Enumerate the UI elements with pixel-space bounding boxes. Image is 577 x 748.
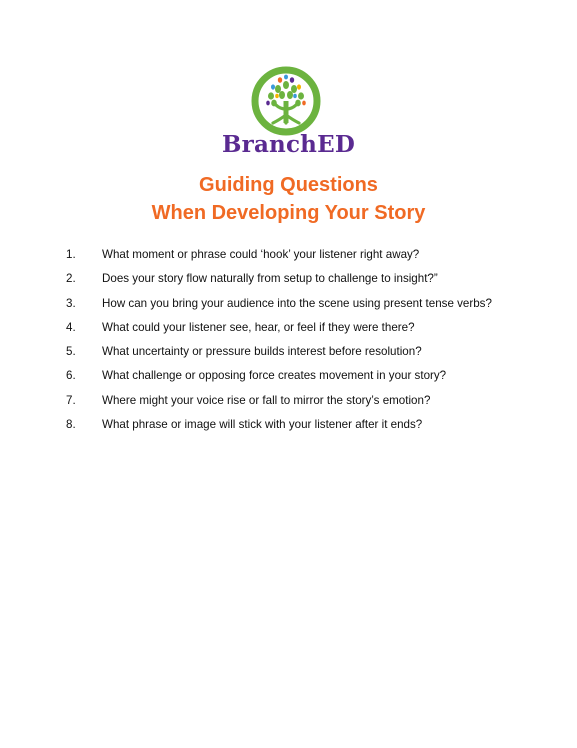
- question-item: [0, 248, 577, 272]
- page-title-line2: When Developing Your Story: [151, 202, 426, 224]
- question-item: [0, 418, 577, 442]
- question-text: What challenge or opposing force creates movement in your story?: [102, 369, 447, 383]
- question-number: 3.: [66, 296, 76, 310]
- question-text: What could your listener see, hear, or feel if they were there?: [102, 320, 415, 334]
- question-number: 6.: [66, 369, 76, 383]
- question-text: How can you bring your audience into the scene using present tense verbs?: [102, 296, 492, 310]
- question-item: [0, 345, 577, 369]
- brand-name: BranchED: [222, 131, 355, 158]
- question-number: 4.: [66, 320, 76, 334]
- question-item: [0, 272, 577, 296]
- question-text: What moment or phrase could ‘hook’ your listener right away?: [102, 248, 420, 261]
- question-number: 7.: [66, 393, 76, 407]
- question-number: 5.: [66, 345, 76, 359]
- question-number: 8.: [66, 418, 76, 432]
- question-text: Where might your voice rise or fall to mirror the story’s emotion?: [102, 393, 431, 407]
- question-item: [0, 321, 577, 345]
- question-item: [0, 394, 577, 418]
- question-number: 1.: [66, 248, 76, 261]
- tree-in-circle-icon: [249, 65, 323, 137]
- question-text: What phrase or image will stick with your listener after it ends?: [102, 418, 423, 432]
- question-text: Does your story flow naturally from setup to challenge to insight?”: [102, 272, 438, 286]
- page-title-line1: Guiding Questions: [199, 174, 378, 196]
- question-list: [0, 248, 577, 442]
- question-number: 2.: [66, 272, 76, 286]
- question-item: [0, 297, 577, 321]
- question-item: [0, 369, 577, 393]
- question-text: What uncertainty or pressure builds interest before resolution?: [102, 345, 422, 359]
